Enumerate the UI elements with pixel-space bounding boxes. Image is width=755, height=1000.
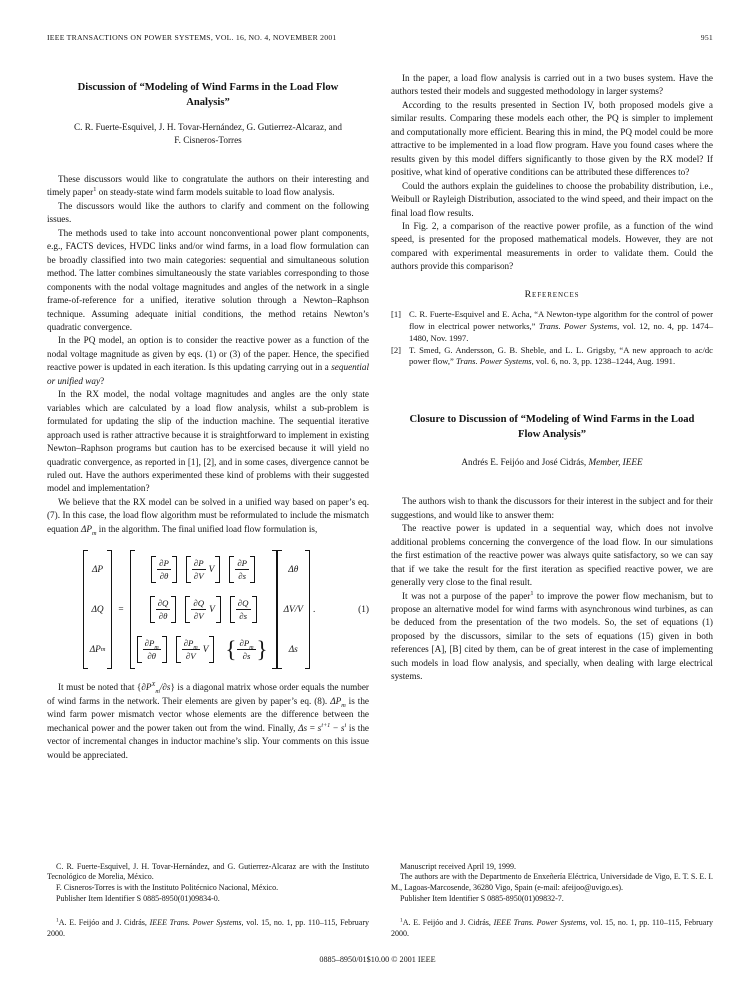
- eq-rhs-vector: Δθ ΔV/V Δs: [277, 549, 310, 670]
- paragraph: In the RX model, the nodal voltage magnitudes and angles are the only state variables which are calculated by a load flow analysis, whilst a sub-problem is formulated for updating the slip of the induction machine. The sequential iterative approach used is rather attractive because it is straightforward to implement in existing Newton–Raphson programs but caution has to be exercised because it will yield no quadratic convergence, as reported in [1], [2], and in some cases, divergence cannot be ruled out. Have the authors experimented these kind of problems with their suggested model and implementation?: [47, 389, 369, 494]
- paragraph: In the paper, a load flow analysis is carried out in a two buses system. Have the authors tested their models and suggested methodology in larger systems?: [391, 73, 713, 97]
- closure-title: Closure to Discussion of “Modeling of Wind Farms in the Load Flow Analysis”: [409, 414, 695, 441]
- paragraph: It must be noted that $\{\partial P^X_m/\partial s\}$ is a diagonal matrix whose order equals the number of wind farms in the network. Their elements are given by paper’s eq. (8). $\Delta P_m$ is the wind farm power mismatch vector whose elements are the difference between the mechanical power and the power taken out from the wind. Finally, $\Delta s = s^{i+1} - s^i$ is the vector of incremental changes in inductor machine’s slip. Your comments on this issue would be appreciated.: [47, 681, 369, 760]
- references-list: [391, 309, 713, 369]
- eq-number: (1): [358, 604, 369, 615]
- reference-text: T. Smed, G. Andersson, G. B. Sheble, and L. L. Grigsby, “A new approach to ac/dc power flow,” Trans. Power Systems, vol. 6, no. 3, pp. 1238–1244, Aug. 1991.: [409, 344, 713, 367]
- page-number: 951: [700, 33, 713, 42]
- paragraph: In the PQ model, an option is to consider the reactive power as a function of the nodal voltage magnitude as given by eqs. (1) or (3) of the paper. Hence, the specified reactive power is updated in each iteration. Is this updating carrying out in a sequential or unified way?: [47, 335, 369, 386]
- paragraph: The methods used to take into account nonconventional power plant components, e.g., FACTS devices, HVDC links and/or wind farms, in a load flow formulation can be broadly classified into two main categories: sequential and simultaneous solution method. The latter combines simultaneously the state variables corresponding to those components with the nodal voltage magnitudes and angles of the network in a single frame-of-reference for a unified, iterative solution through a Newton–Raphson technique. Assuming adequate initial conditions, the method retains Newton’s quadratic convergence.: [47, 227, 369, 332]
- discussion-authors: C. R. Fuerte-Esquivel, J. H. Tovar-Hernández, G. Gutierrez-Alcaraz, and F. Cisneros-Torres: [74, 122, 342, 145]
- reference-item: [391, 345, 713, 369]
- closure-authors: Andrés E. Feijóo and José Cidrás, Member, IEEE: [461, 457, 643, 468]
- right-column: [391, 72, 713, 940]
- eq-lhs-vector: ΔP ΔQ ΔP m: [83, 549, 113, 670]
- left-footnotes: [47, 862, 369, 940]
- eq-period: .: [312, 604, 316, 615]
- footnote-reference: $^1$A. E. Feijóo and J. Cidrás, IEEE Trans. Power Systems, vol. 15, no. 1, pp. 110–115, February 2000.: [47, 917, 369, 939]
- reference-item: [391, 309, 713, 345]
- reference-marker: [2]: [391, 344, 402, 355]
- discussion-body-right: [391, 72, 713, 274]
- journal-title: IEEE TRANSACTIONS ON POWER SYSTEMS, VOL. 16, NO. 4, NOVEMBER 2001: [47, 33, 337, 42]
- affiliation-note: C. R. Fuerte-Esquivel, J. H. Tovar-Hernández, and G. Gutierrez-Alcaraz are with the Instituto Tecnológico de Morelia, México.: [47, 861, 369, 882]
- publisher-id: Publisher Item Identifier S 0885-8950(01)09834-0.: [56, 894, 220, 904]
- reference-text: C. R. Fuerte-Esquivel and E. Acha, “A Newton-type algorithm for the control of power flow in electrical power networks,” Trans. Power Systems, vol. 12, no. 4, pp. 1474–1480, Nov. 1997.: [409, 308, 713, 343]
- affiliation-note: F. Cisneros-Torres is with the Instituto Politécnico Nacional, México.: [56, 883, 279, 893]
- closure-body: [391, 495, 713, 683]
- equation-1: [47, 549, 369, 670]
- paragraph: We believe that the RX model can be solved in a unified way based on paper’s eq. (7). In this case, the load flow algorithm must be reformulated to include the mismatch equation $\Delta P_m$ in the algorithm. The final unified load flow formulation is,: [47, 496, 369, 537]
- paragraph: Could the authors explain the guidelines to choose the probability distribution, i.e., Weibull or Rayleigh Distribution, associated to the wind speed, and their impact on the final load flow results.: [391, 180, 713, 218]
- discussion-body-left: [47, 173, 369, 762]
- left-column: [47, 72, 369, 940]
- reference-marker: [1]: [391, 308, 402, 319]
- paragraph: In Fig. 2, a comparison of the reactive power profile, as a function of the wind speed, is presented for the proposed mathematical models. However, they are not compared with experimental measurements in order to validate them. Could the authors provide this comparison?: [391, 220, 713, 272]
- paragraph: The reactive power is updated in a sequential way, which does not involve additional problems concerning the convergence of the load flow. In our simulations the first estimation of the reactive power was always quite satisfactory, so we can say that if we take the result for the first iteration as specified reactive power, we are generally very close to the final result.: [391, 523, 713, 588]
- equals-sign: =: [118, 604, 124, 615]
- affiliation-note: The authors are with the Departmento de Enxeñería Eléctrica, Universidade de Vigo, E. T. S. E. I. M., Lagoas-Marcosende, 36280 Vigo, Spain (e-mail: afeijoo@uvigo.es).: [391, 872, 713, 893]
- paragraph: It was not a purpose of the paper$^1$ to improve the power flow mechanism, but to propose an alternative model for wind farms with asynchronous wind turbines, as can be deduced from the presentation of the two models. So, the set of equations (1) proposed by the discussors, similar to the sets of equations (15) given in both references [A], [B] cited by them, can be of great interest in the case of implementing such models in load flow analysis, and specially, when dealing with large electrical systems.: [391, 589, 713, 682]
- paragraph: According to the results presented in Section IV, both proposed models give a similar results. Comparing these models each other, the PQ is simpler to implement and computationally more efficient. Bearing this in mind, the PQ model could be more attractive to be implemented in a load flow program. Have you found cases where the results given by this model differs significantly to those given by the RX model? If positive, what kind of operative conditions can be attributed these differences to?: [391, 99, 713, 178]
- references-heading: References: [524, 288, 580, 300]
- running-head: [47, 33, 713, 42]
- footnote-reference: $^1$A. E. Feijóo and J. Cidrás, IEEE Trans. Power Systems, vol. 15, no. 1, pp. 110–115, February 2000.: [391, 917, 713, 939]
- paragraph: The discussors would like the authors to clarify and comment on the following issues.: [47, 200, 369, 225]
- right-footnotes: [391, 862, 713, 940]
- manuscript-note: Manuscript received April 19, 1999.: [400, 861, 516, 871]
- paragraph: These discussors would like to congratulate the authors on their interesting and timely paper$^1$ on steady-state wind farm models suitable to load flow analysis.: [47, 174, 369, 198]
- discussion-title: Discussion of “Modeling of Wind Farms in the Load Flow Analysis”: [77, 82, 339, 108]
- eq-jacobian: $\frac{\partial P}{\partial\theta}$ $\frac{\partial P}{\partial V}$ V $\frac{\partial P}{\partial s}$ $\frac{\partial Q}{\partial\theta}$ $\frac{\partial Q}{\partial V}$ V $\frac{\partial Q}{\partial s}$ $\frac{\partial P_m}{\partial\theta}$ $\frac{\partial P_m}{\partial V}$ V { $\frac{\partial P_m}{\partial s}$ }: [130, 549, 277, 670]
- publisher-id: Publisher Item Identifier S 0885-8950(01)09832-7.: [400, 894, 564, 904]
- paragraph: The authors wish to thank the discussors for their interest in the subject and for their suggestions, and would like to answer them:: [391, 496, 713, 520]
- copyright-line: 0885–8950/01$10.00 © 2001 IEEE: [319, 955, 436, 964]
- closure-section: [391, 412, 713, 683]
